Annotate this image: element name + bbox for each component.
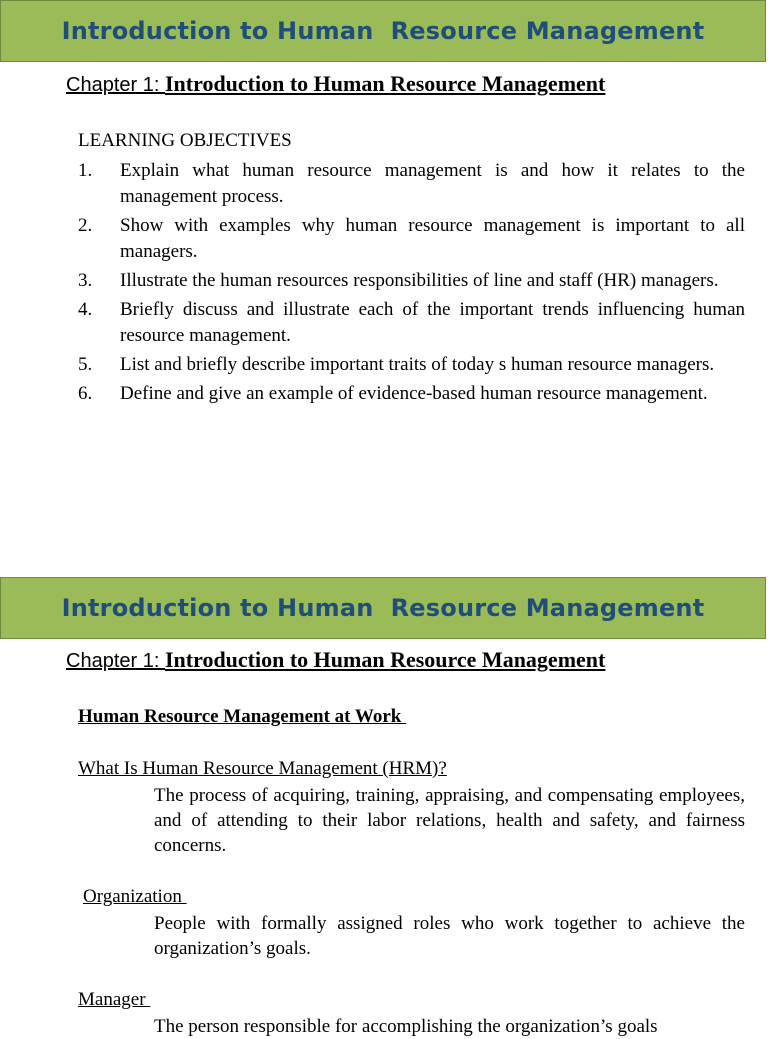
item-number: 4. [78,299,93,320]
item-text: List and briefly describe important traits of today s human resource managers. [120,354,715,375]
item-number: 1. [78,160,93,181]
item-text: Briefly discuss and illustrate each of the important trends influencing human resource management. [120,299,745,346]
item-number: 3. [78,270,93,291]
banner-title: Introduction to Human Resource Management [61,594,705,622]
page-banner [0,0,766,62]
definition-hrm: The process of acquiring, training, appraising, and compensating employees, and of attending to their labor relations, health and safety, and fairness concerns. [154,785,745,856]
section-heading: Human Resource Management at Work [78,706,407,727]
definition-manager: The person responsible for accomplishing the organization’s goals [154,1016,658,1037]
objectives-list [78,158,745,410]
item-number: 5. [78,354,93,375]
item-text: Define and give an example of evidence-based human resource management. [120,383,708,404]
item-number: 6. [78,383,93,404]
list-item [78,268,745,294]
page-banner [0,577,766,639]
list-item [78,297,745,349]
objectives-heading: LEARNING OBJECTIVES [78,130,292,151]
list-item [78,158,745,210]
term-hrm: What Is Human Resource Management (HRM)? [78,758,447,779]
term-organization: Organization [83,886,187,907]
term-manager: Manager [78,989,151,1010]
chapter-prefix: Chapter 1: [66,74,165,96]
chapter-title [66,71,605,97]
list-item [78,352,745,378]
list-item [78,213,745,265]
list-item [78,381,745,407]
item-text: Show with examples why human resource management is important to all managers. [120,215,745,262]
chapter-title [66,647,605,673]
item-text: Explain what human resource management is and how it relates to the management process. [120,160,745,207]
item-text: Illustrate the human resources responsibilities of line and staff (HR) managers. [120,270,719,291]
chapter-prefix: Chapter 1: [66,650,165,672]
definition-organization: People with formally assigned roles who work together to achieve the organization’s goals. [154,913,745,959]
chapter-name: Introduction to Human Resource Management [164,647,606,672]
chapter-name: Introduction to Human Resource Management [164,71,606,96]
item-number: 2. [78,215,93,236]
banner-title: Introduction to Human Resource Management [61,17,705,45]
